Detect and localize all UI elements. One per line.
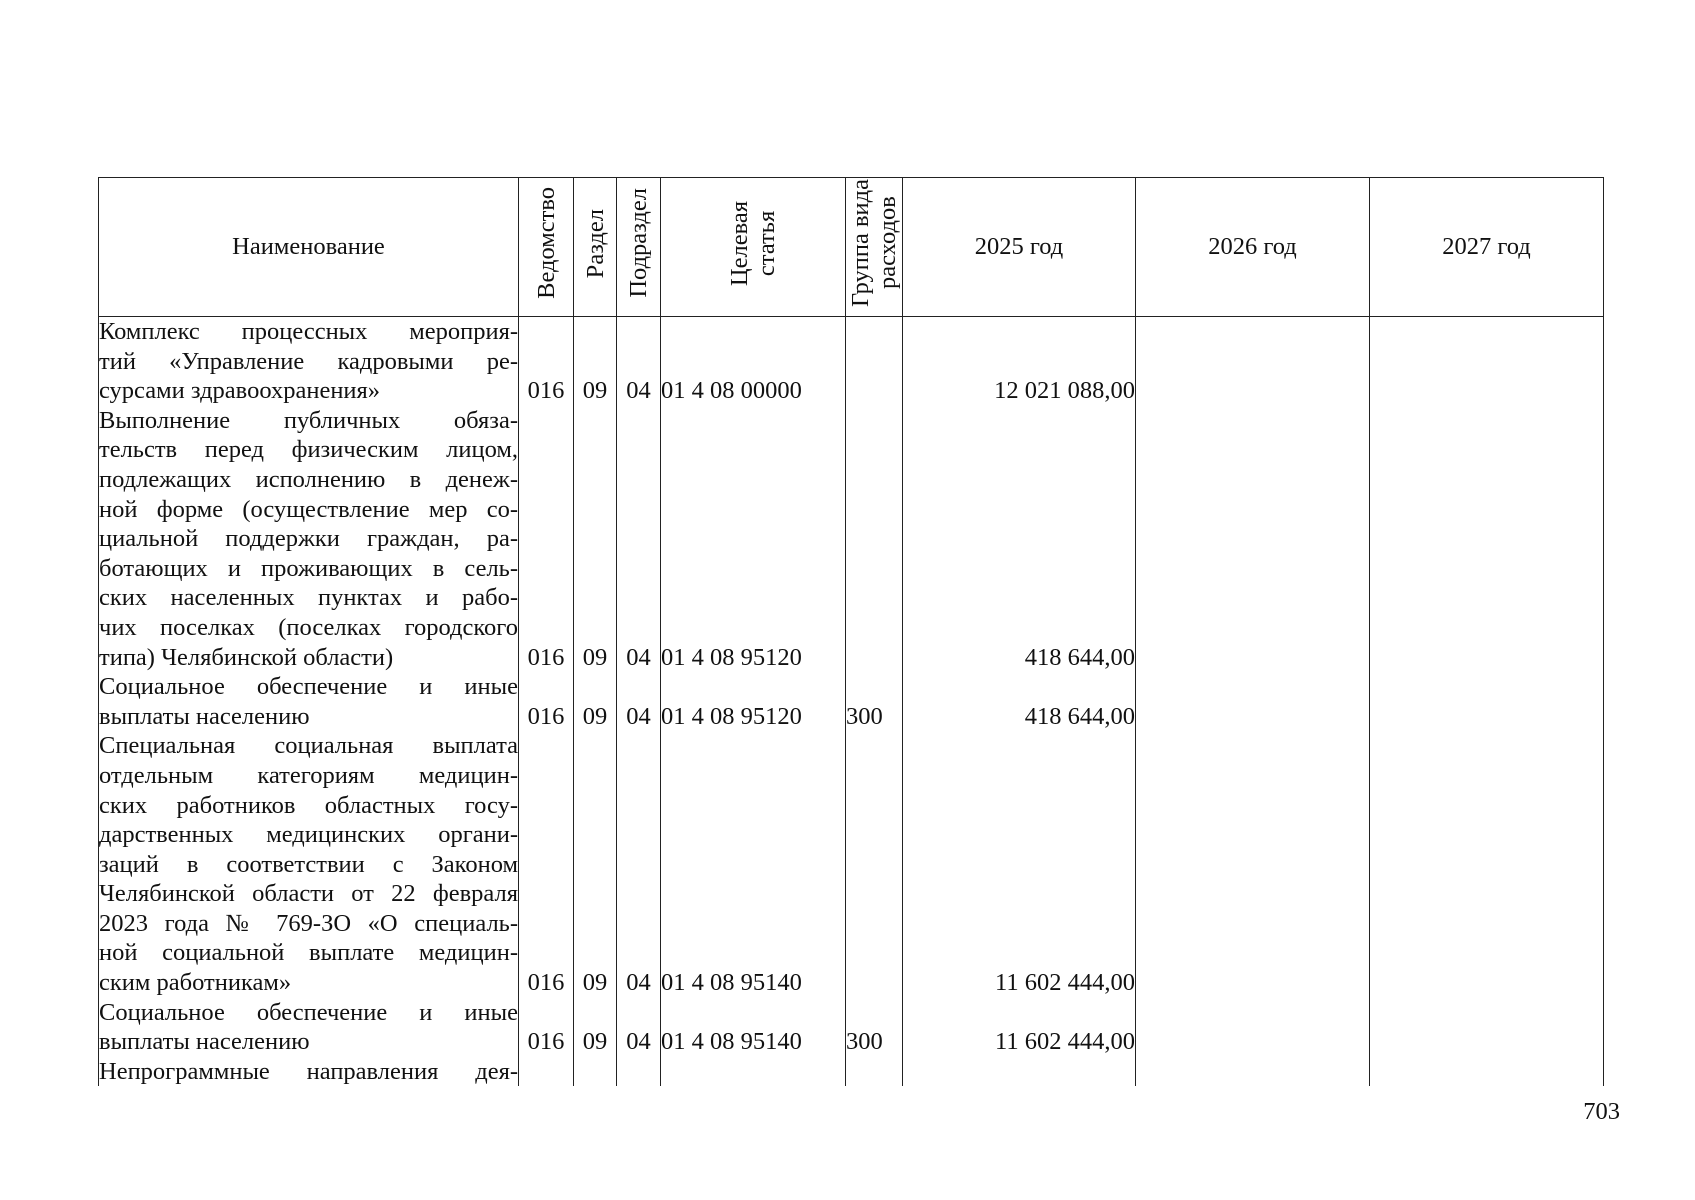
header-vedomstvo bbox=[519, 178, 574, 317]
cell-vedomstvo bbox=[519, 1057, 574, 1087]
cell-vedomstvo: 016 bbox=[519, 731, 574, 997]
header-vedomstvo-label: Ведомство bbox=[532, 187, 560, 300]
cell-name-line: сурсами здравоохранения» bbox=[99, 377, 381, 405]
header-2027 bbox=[1370, 178, 1604, 317]
cell-gruppa-rashodov bbox=[846, 1057, 903, 1087]
cell-name bbox=[99, 406, 519, 672]
cell-name-line: выплаты населению bbox=[99, 702, 310, 730]
cell-podrazdel: 04 bbox=[617, 998, 661, 1057]
table-row bbox=[99, 998, 1604, 1057]
cell-celevaya-statya: 01 4 08 95120 bbox=[661, 406, 846, 672]
cell-name-line: Комплекс процессных мероприя- bbox=[99, 318, 518, 345]
header-gruppa-line-1: Группа вида bbox=[847, 179, 874, 308]
cell-vedomstvo: 016 bbox=[519, 406, 574, 672]
cell-2025: 11 602 444,00 bbox=[903, 731, 1136, 997]
cell-vedomstvo: 016 bbox=[519, 998, 574, 1057]
cell-gruppa-rashodov bbox=[846, 317, 903, 406]
table-row bbox=[99, 317, 1604, 406]
table-body bbox=[99, 317, 1604, 1087]
page-number: 703 bbox=[1583, 1098, 1620, 1125]
cell-razdel: 09 bbox=[574, 731, 617, 997]
cell-podrazdel: 04 bbox=[617, 406, 661, 672]
header-name bbox=[99, 178, 519, 317]
header-2027-label: 2027 год bbox=[1442, 233, 1531, 261]
table-row bbox=[99, 731, 1604, 997]
header-celevaya-line-1: Целевая bbox=[726, 200, 753, 286]
cell-podrazdel: 04 bbox=[617, 672, 661, 731]
cell-name-line: дарственных медицинских органи- bbox=[99, 821, 518, 849]
cell-name-line: Социальное обеспечение и иные bbox=[99, 998, 518, 1026]
header-celevaya-line-2: статья bbox=[753, 210, 780, 276]
header-podrazdel-label: Подраздел bbox=[625, 188, 652, 299]
cell-gruppa-rashodov bbox=[846, 406, 903, 672]
cell-podrazdel: 04 bbox=[617, 317, 661, 406]
cell-name-line: чих поселках (поселках городского bbox=[99, 613, 518, 641]
header-razdel bbox=[574, 178, 617, 317]
cell-name bbox=[99, 1057, 519, 1087]
cell-vedomstvo: 016 bbox=[519, 317, 574, 406]
cell-2025: 418 644,00 bbox=[903, 672, 1136, 731]
cell-name-line: ским работникам» bbox=[99, 969, 292, 997]
header-gruppa-line-2: расходов bbox=[874, 196, 901, 290]
header-gruppa-rashodov-label bbox=[847, 179, 901, 307]
header-gruppa-rashodov bbox=[846, 178, 903, 317]
header-2025-label: 2025 год bbox=[974, 233, 1064, 261]
cell-2026 bbox=[1136, 1057, 1370, 1087]
cell-razdel: 09 bbox=[574, 672, 617, 731]
cell-name-line: 2023 года № 769-ЗО «О специаль- bbox=[99, 909, 518, 937]
table-row bbox=[99, 672, 1604, 731]
cell-name-line: ских населенных пунктах и рабо- bbox=[99, 584, 518, 612]
table-header-row bbox=[99, 178, 1604, 317]
cell-celevaya-statya: 01 4 08 95120 bbox=[661, 672, 846, 731]
cell-name-line: Выполнение публичных обяза- bbox=[99, 406, 518, 434]
cell-name-line: подлежащих исполнению в денеж- bbox=[99, 465, 518, 493]
cell-razdel bbox=[574, 1057, 617, 1087]
budget-table bbox=[98, 177, 1604, 1086]
cell-celevaya-statya: 01 4 08 00000 bbox=[661, 317, 846, 406]
cell-name-line: ботающих и проживающих в сель- bbox=[99, 554, 518, 582]
cell-name-line: Социальное обеспечение и иные bbox=[99, 673, 518, 701]
cell-name-line: ских работников областных госу- bbox=[99, 791, 518, 819]
cell-name-line: ной форме (осуществление мер со- bbox=[99, 495, 518, 523]
cell-2027 bbox=[1370, 1057, 1604, 1087]
cell-name-line: ной социальной выплате медицин- bbox=[99, 939, 518, 967]
table-row bbox=[99, 1057, 1604, 1087]
cell-2026 bbox=[1136, 317, 1370, 406]
header-2026 bbox=[1136, 178, 1370, 317]
cell-name bbox=[99, 998, 519, 1057]
cell-name-line: типа) Челябинской области) bbox=[99, 643, 394, 671]
cell-gruppa-rashodov bbox=[846, 731, 903, 997]
cell-name bbox=[99, 731, 519, 997]
cell-name-line: Специальная социальная выплата bbox=[99, 732, 518, 760]
cell-2027 bbox=[1370, 731, 1604, 997]
cell-2026 bbox=[1136, 998, 1370, 1057]
cell-name bbox=[99, 317, 519, 406]
cell-name-line: отдельным категориям медицин- bbox=[99, 761, 518, 789]
cell-2025: 418 644,00 bbox=[903, 406, 1136, 672]
header-2026-label: 2026 год bbox=[1208, 233, 1297, 261]
cell-celevaya-statya: 01 4 08 95140 bbox=[661, 998, 846, 1057]
header-celevaya-statya bbox=[661, 178, 846, 317]
cell-2025: 11 602 444,00 bbox=[903, 998, 1136, 1057]
cell-name-line: тельств перед физическим лицом, bbox=[99, 436, 518, 464]
cell-razdel: 09 bbox=[574, 406, 617, 672]
header-razdel-label: Раздел bbox=[581, 208, 609, 278]
cell-razdel: 09 bbox=[574, 998, 617, 1057]
cell-name bbox=[99, 672, 519, 731]
cell-razdel: 09 bbox=[574, 317, 617, 406]
cell-podrazdel bbox=[617, 1057, 661, 1087]
cell-gruppa-rashodov: 300 bbox=[846, 998, 903, 1057]
cell-2026 bbox=[1136, 672, 1370, 731]
cell-celevaya-statya bbox=[661, 1057, 846, 1087]
cell-2027 bbox=[1370, 317, 1604, 406]
cell-2025 bbox=[903, 1057, 1136, 1087]
cell-2026 bbox=[1136, 406, 1370, 672]
cell-name-line: выплаты населению bbox=[99, 1028, 310, 1056]
cell-vedomstvo: 016 bbox=[519, 672, 574, 731]
cell-2027 bbox=[1370, 998, 1604, 1057]
header-name-label: Наименование bbox=[232, 233, 385, 261]
header-celevaya-statya-label bbox=[726, 201, 780, 286]
header-podrazdel bbox=[617, 178, 661, 317]
cell-name-line: заций в соответствии с Законом bbox=[99, 850, 518, 878]
cell-name-line: Непрограммные направления дея- bbox=[99, 1057, 518, 1085]
cell-name-line: Челябинской области от 22 февраля bbox=[99, 880, 518, 908]
table-row bbox=[99, 406, 1604, 672]
cell-2027 bbox=[1370, 406, 1604, 672]
cell-gruppa-rashodov: 300 bbox=[846, 672, 903, 731]
cell-2026 bbox=[1136, 731, 1370, 997]
cell-podrazdel: 04 bbox=[617, 731, 661, 997]
cell-celevaya-statya: 01 4 08 95140 bbox=[661, 731, 846, 997]
cell-2025: 12 021 088,00 bbox=[903, 317, 1136, 406]
header-2025 bbox=[903, 178, 1136, 317]
cell-2027 bbox=[1370, 672, 1604, 731]
cell-name-line: циальной поддержки граждан, ра- bbox=[99, 525, 518, 553]
cell-name-line: тий «Управление кадровыми ре- bbox=[99, 347, 518, 375]
